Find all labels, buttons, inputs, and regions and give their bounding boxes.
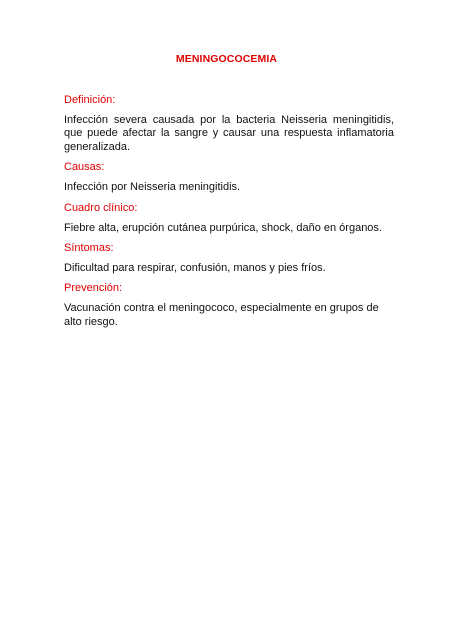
section-causas [64,160,394,194]
section-sintomas [64,241,394,275]
section-text: Vacunación contra el meningococo, especialmente en grupos de alto riesgo. [64,302,379,328]
section-heading: Prevención: [64,282,123,295]
document-body [64,93,394,335]
section-cuadro-clinico [64,201,394,235]
section-prevencion [64,281,394,329]
document-title: MENINGOCOCEMIA [175,53,278,65]
section-text: Infección por Neisseria meningitidis. [64,181,241,194]
section-heading: Causas: [64,161,105,174]
section-text: Dificultad para respirar, confusión, manos y pies fríos. [64,262,326,275]
section-text: Infección severa causada por la bacteria Neisseria meningitidis, que puede afectar la sangre y causar una respuesta inflamatoria generalizada. [64,114,394,153]
section-heading: Síntomas: [64,242,114,255]
section-heading: Definición: [64,94,116,106]
section-heading: Cuadro clínico: [64,201,138,214]
section-text: Fiebre alta, erupción cutánea purpúrica, shock, daño en órganos. [64,221,382,234]
section-definicion [64,93,394,154]
